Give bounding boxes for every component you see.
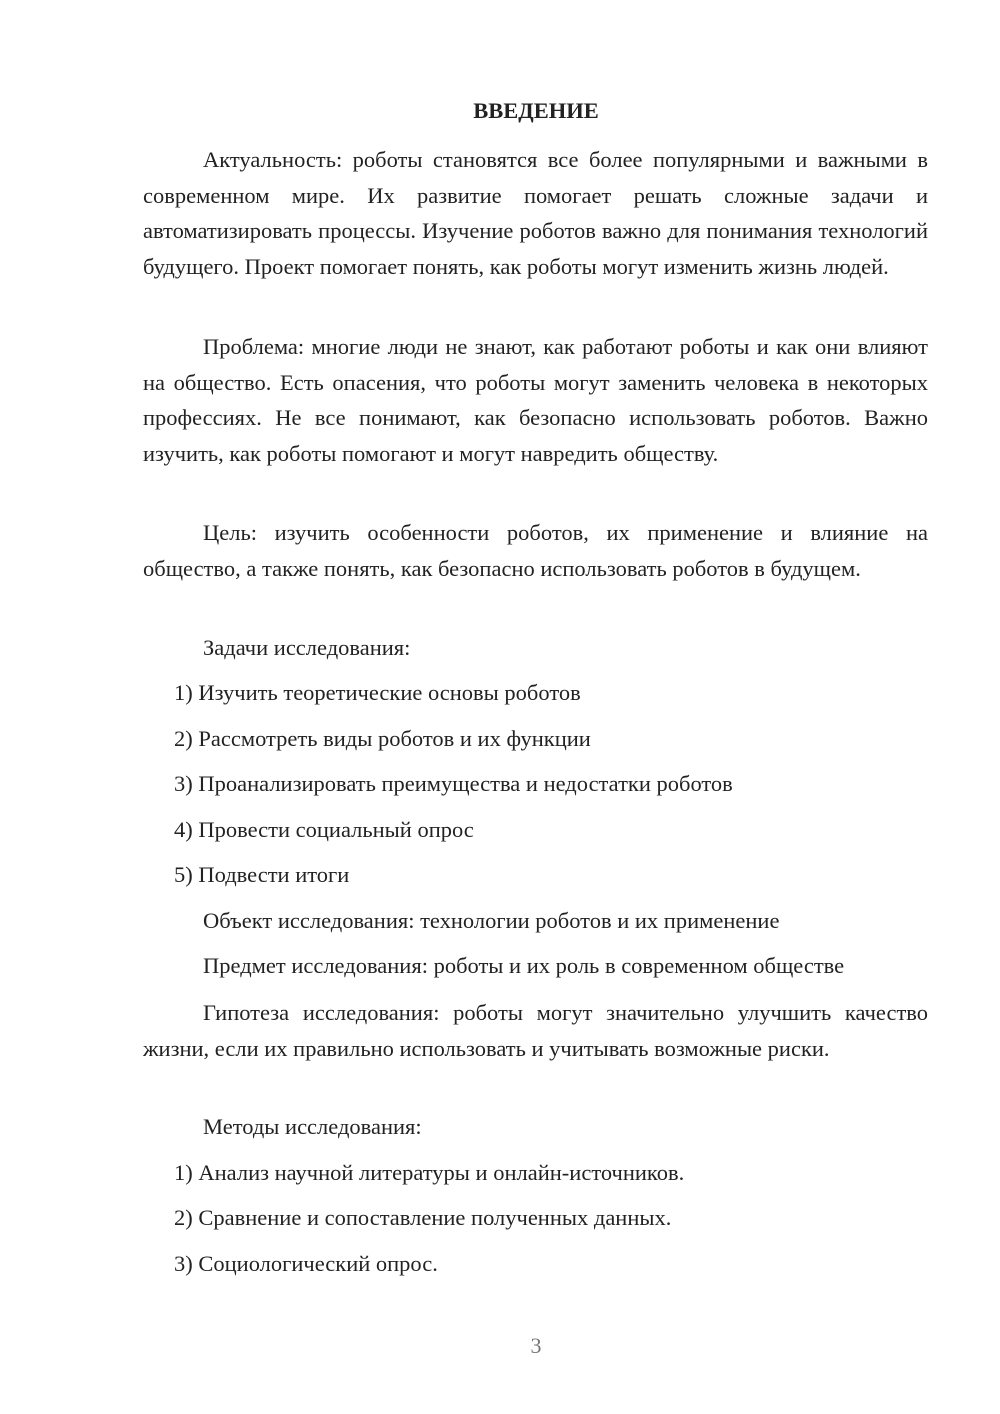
hypothesis-text: Гипотеза исследования: роботы могут значительно улучшить качество жизни, если их правильно использовать и учитывать возможные риски. xyxy=(143,1000,928,1061)
method-item-3: 3) Социологический опрос. xyxy=(174,1251,438,1276)
research-object: Объект исследования: технологии роботов и их применение xyxy=(203,908,780,933)
method-item-1: 1) Анализ научной литературы и онлайн-источников. xyxy=(174,1160,685,1185)
problem-paragraph xyxy=(143,329,928,471)
research-subject: Предмет исследования: роботы и их роль в современном обществе xyxy=(203,953,845,978)
task-item-5: 5) Подвести итоги xyxy=(174,862,350,887)
relevance-paragraph xyxy=(143,142,928,284)
page-number: 3 xyxy=(530,1333,542,1358)
page-title: ВВЕДЕНИЕ xyxy=(473,98,599,123)
goal-paragraph xyxy=(143,515,928,586)
method-item-2: 2) Сравнение и сопоставление полученных данных. xyxy=(174,1205,672,1230)
hypothesis-paragraph xyxy=(143,995,928,1066)
problem-text: Проблема: многие люди не знают, как работают роботы и как они влияют на общество. Есть опасения, что роботы могут заменить человека в некоторых профессиях. Не все понимают, как безопасно использовать роботов. Важно изучить, как роботы помогают и могут навредить обществу. xyxy=(143,334,928,466)
task-item-3: 3) Проанализировать преимущества и недостатки роботов xyxy=(174,771,733,796)
goal-text: Цель: изучить особенности роботов, их применение и влияние на общество, а также понять, как безопасно использовать роботов в будущем. xyxy=(143,520,928,581)
task-item-1: 1) Изучить теоретические основы роботов xyxy=(174,680,581,705)
methods-heading: Методы исследования: xyxy=(203,1114,422,1139)
relevance-text: Актуальность: роботы становятся все более популярными и важными в современном мире. Их развитие помогает решать сложные задачи и автоматизировать процессы. Изучение роботов важно для понимания технологий будущего. Проект помогает понять, как роботы могут изменить жизнь людей. xyxy=(143,147,928,279)
task-item-4: 4) Провести социальный опрос xyxy=(174,817,474,842)
tasks-heading: Задачи исследования: xyxy=(203,635,411,660)
task-item-2: 2) Рассмотреть виды роботов и их функции xyxy=(174,726,591,751)
